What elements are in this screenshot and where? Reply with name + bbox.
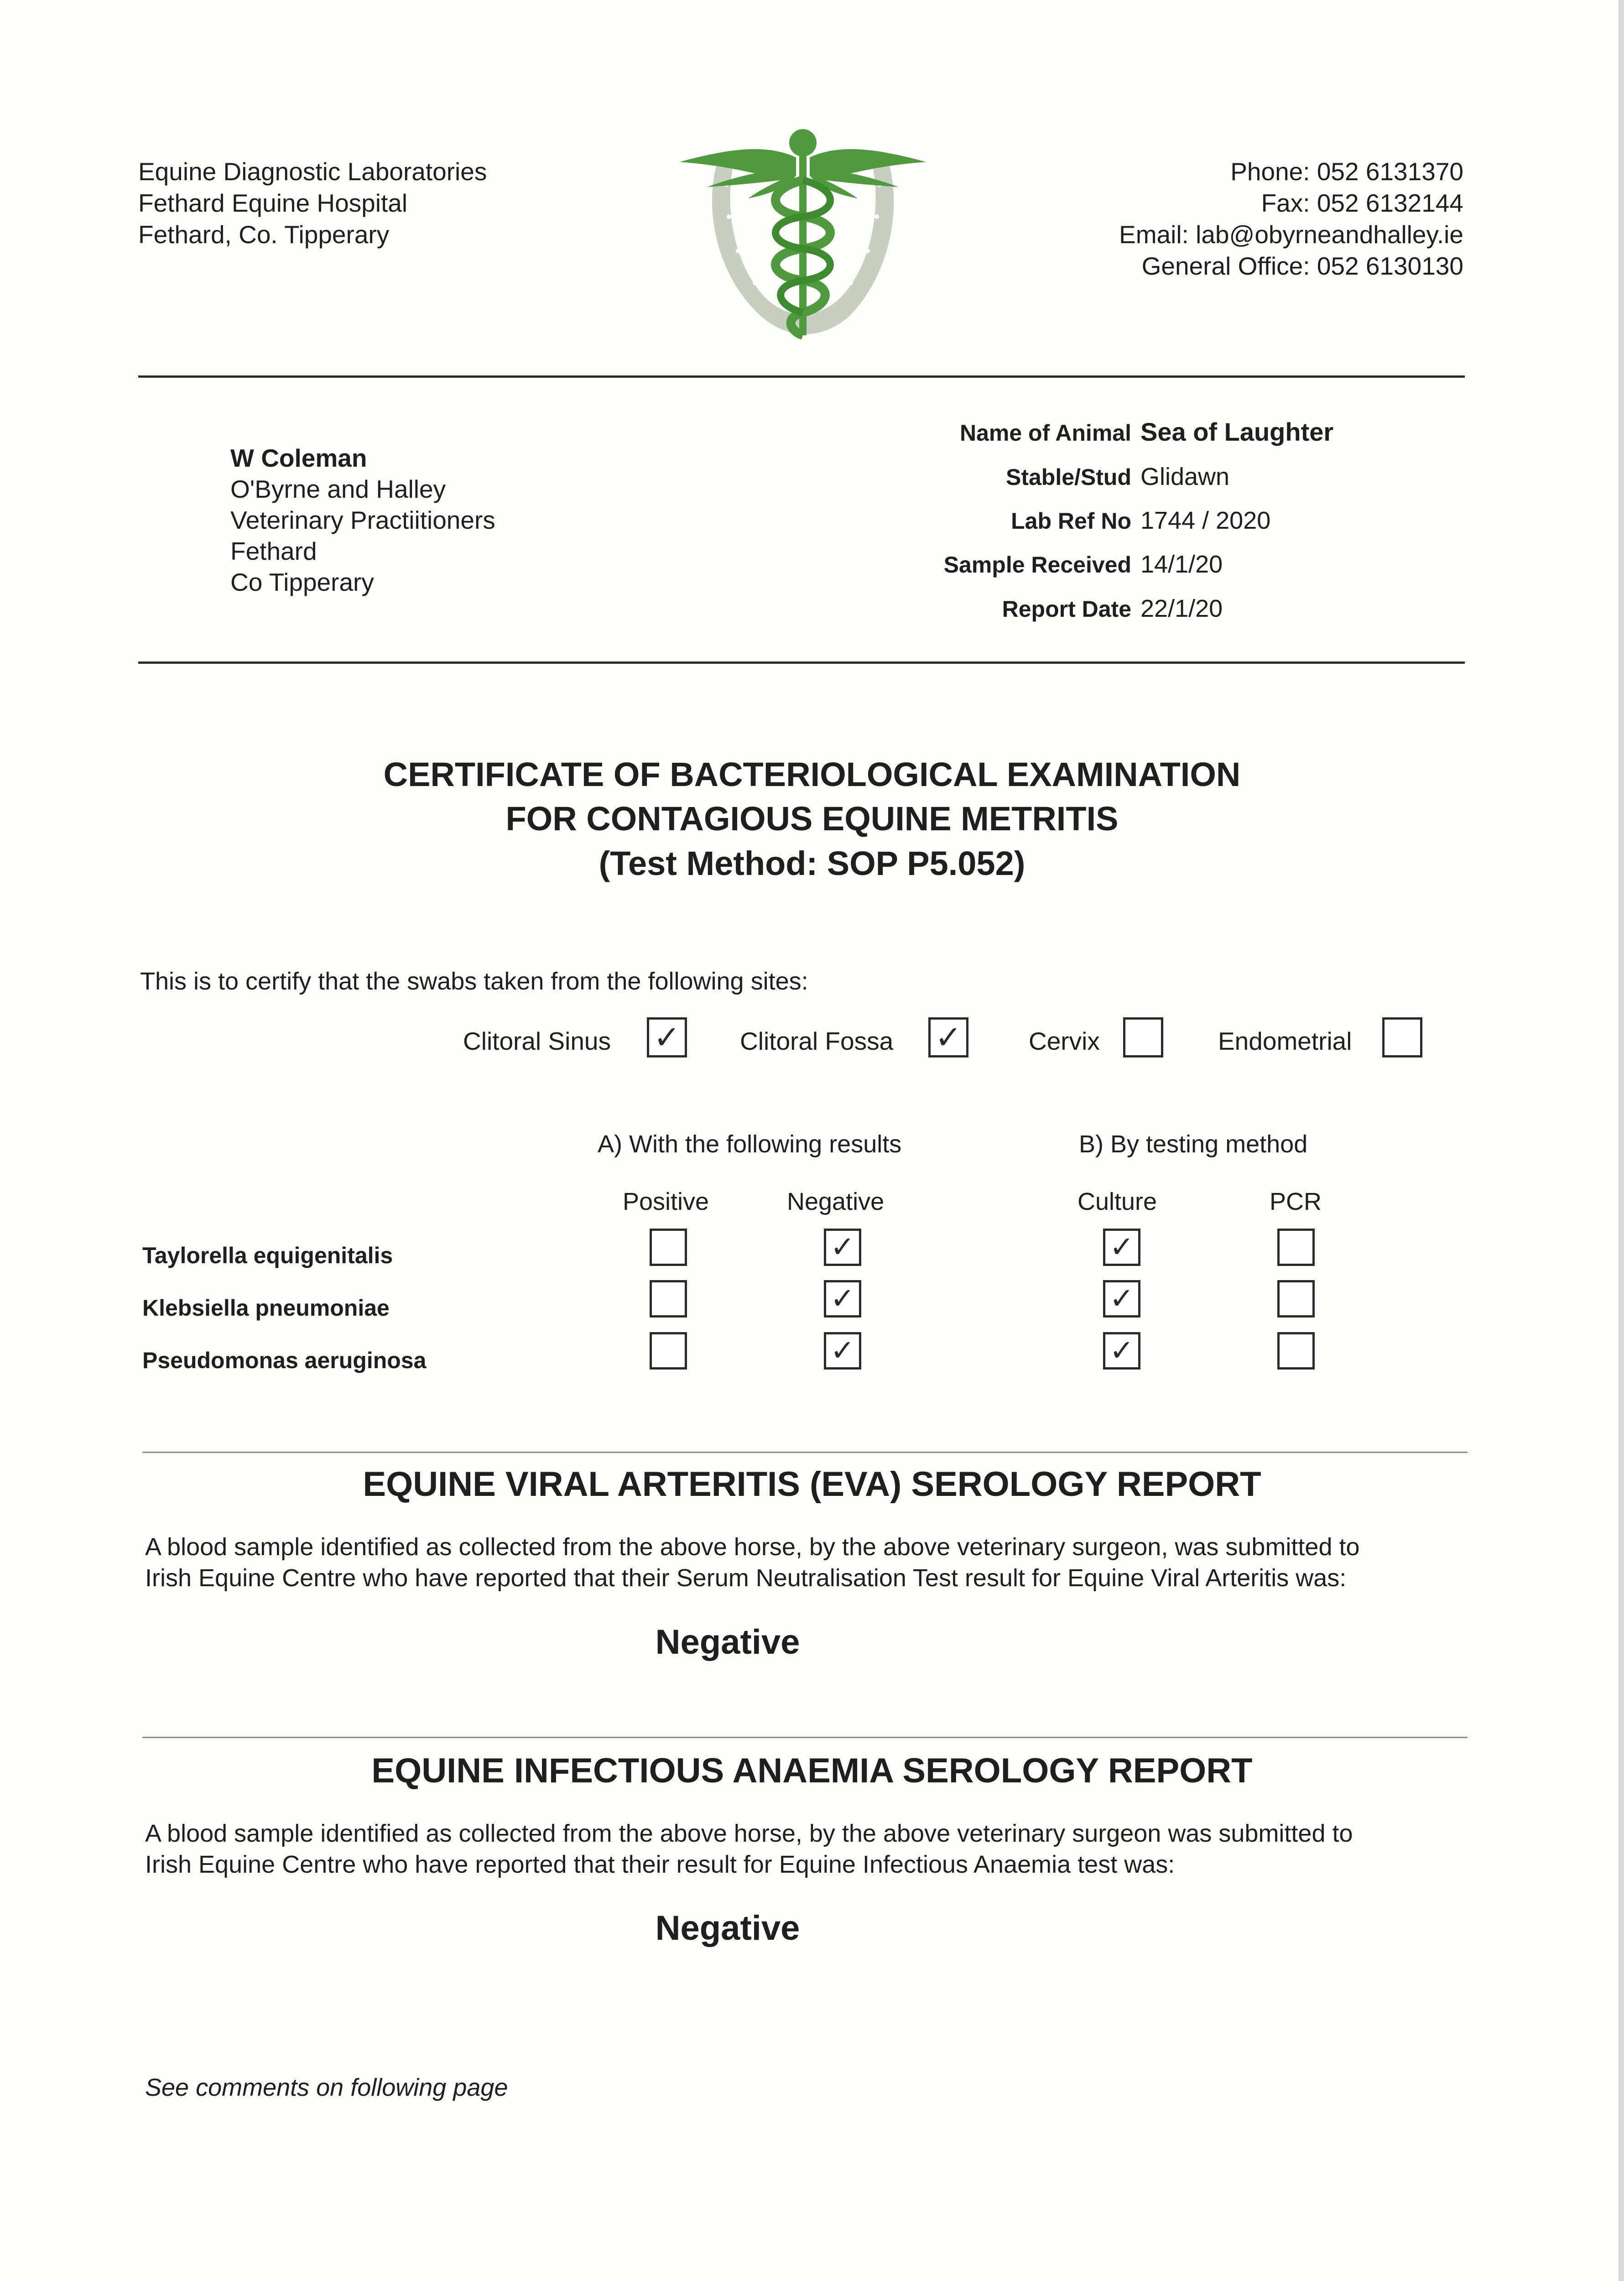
fax: Fax: 052 6132144 (1261, 189, 1463, 217)
group-a-heading: A) With the following results (598, 1130, 902, 1158)
eva-line: A blood sample identified as collected from the above horse, by the above veterinary surgeon, was submitted to (145, 1533, 1360, 1561)
sites-intro: This is to certify that the swabs taken from the following sites: (140, 968, 808, 995)
recipient-address (230, 443, 495, 598)
recipient-line: O'Byrne and Halley (230, 475, 446, 503)
eva-result: Negative (655, 1623, 800, 1661)
negative-checkbox[interactable]: ✓ (824, 1229, 861, 1266)
site-label: Endometrial (1218, 1027, 1352, 1055)
eia-line: A blood sample identified as collected from the above horse, by the above veterinary surgeon was submitted to (145, 1820, 1353, 1847)
pcr-checkbox[interactable] (1277, 1280, 1315, 1318)
positive-checkbox[interactable] (650, 1280, 687, 1318)
pcr-checkbox[interactable] (1277, 1332, 1315, 1370)
culture-checkbox[interactable]: ✓ (1103, 1280, 1140, 1318)
negative-checkbox[interactable]: ✓ (824, 1332, 861, 1370)
pcr-checkbox[interactable] (1277, 1229, 1315, 1266)
organism-name: Taylorella equigenitalis (142, 1243, 393, 1268)
recipient-line: Fethard (230, 537, 317, 565)
report-date-value: 22/1/20 (1140, 595, 1223, 622)
eva-line: Irish Equine Centre who have reported that their Serum Neutralisation Test result for Equine Viral Arteritis was: (145, 1564, 1347, 1592)
received-value: 14/1/20 (1140, 551, 1223, 578)
cem-title: CERTIFICATE OF BACTERIOLOGICAL EXAMINATION (383, 755, 1241, 793)
divider (142, 1737, 1468, 1738)
general-office: General Office: 052 6130130 (1141, 252, 1463, 280)
eia-line: Irish Equine Centre who have reported that their result for Equine Infectious Anaemia test was: (145, 1851, 1175, 1878)
positive-checkbox[interactable] (650, 1229, 687, 1266)
stable-label: Stable/Stud (1005, 464, 1131, 490)
divider (138, 661, 1465, 664)
footer-note: See comments on following page (145, 2074, 508, 2101)
eia-paragraph (145, 1818, 1495, 1880)
site-checkbox[interactable]: ✓ (928, 1017, 968, 1057)
lab-contact (1119, 156, 1463, 282)
cem-test-method: (Test Method: SOP P5.052) (599, 844, 1025, 882)
site-label: Clitoral Fossa (740, 1027, 894, 1055)
eva-title: EQUINE VIRAL ARTERITIS (EVA) SEROLOGY REPORT (363, 1465, 1261, 1504)
eia-title: EQUINE INFECTIOUS ANAEMIA SEROLOGY REPORT (371, 1751, 1253, 1790)
labref-label: Lab Ref No (1011, 508, 1131, 534)
negative-checkbox[interactable]: ✓ (824, 1280, 861, 1318)
report-date-label: Report Date (1002, 596, 1131, 622)
animal-details-labels (812, 0, 1131, 639)
culture-checkbox[interactable]: ✓ (1103, 1332, 1140, 1370)
divider (142, 1452, 1468, 1453)
lab-line: Fethard Equine Hospital (138, 189, 408, 217)
culture-checkbox[interactable]: ✓ (1103, 1229, 1140, 1266)
col-negative: Negative (787, 1188, 885, 1215)
divider (138, 375, 1465, 378)
animal-name-label: Name of Animal (959, 420, 1131, 446)
site-label: Cervix (1029, 1027, 1100, 1055)
col-positive: Positive (623, 1188, 709, 1215)
recipient-line: Co Tipperary (230, 568, 374, 596)
site-label: Clitoral Sinus (463, 1027, 611, 1055)
group-b-heading: B) By testing method (1079, 1130, 1308, 1158)
col-pcr: PCR (1270, 1188, 1322, 1215)
positive-checkbox[interactable] (650, 1332, 687, 1370)
stable-value: Glidawn (1140, 463, 1230, 490)
email: Email: lab@obyrneandhalley.ie (1119, 220, 1463, 249)
site-checkbox[interactable]: ✓ (647, 1017, 687, 1057)
cem-title: FOR CONTAGIOUS EQUINE METRITIS (505, 800, 1119, 838)
recipient-name: W Coleman (230, 444, 367, 472)
eia-result: Negative (655, 1909, 800, 1948)
recipient-line: Veterinary Practiitioners (230, 506, 495, 534)
scan-edge (1619, 0, 1624, 2281)
lab-address (138, 156, 487, 250)
staff-shape (799, 139, 807, 335)
phone: Phone: 052 6131370 (1230, 157, 1463, 186)
site-checkbox[interactable] (1123, 1017, 1163, 1057)
labref-value: 1744 / 2020 (1140, 507, 1271, 534)
lab-line: Fethard, Co. Tipperary (138, 220, 390, 249)
animal-name-value: Sea of Laughter (1140, 417, 1334, 446)
eva-paragraph (145, 1531, 1495, 1594)
site-checkbox[interactable] (1382, 1017, 1422, 1057)
col-culture: Culture (1077, 1188, 1157, 1215)
organism-name: Klebsiella pneumoniae (142, 1295, 390, 1321)
received-label: Sample Received (943, 552, 1131, 578)
lab-line: Equine Diagnostic Laboratories (138, 157, 487, 186)
organism-name: Pseudomonas aeruginosa (142, 1348, 427, 1373)
